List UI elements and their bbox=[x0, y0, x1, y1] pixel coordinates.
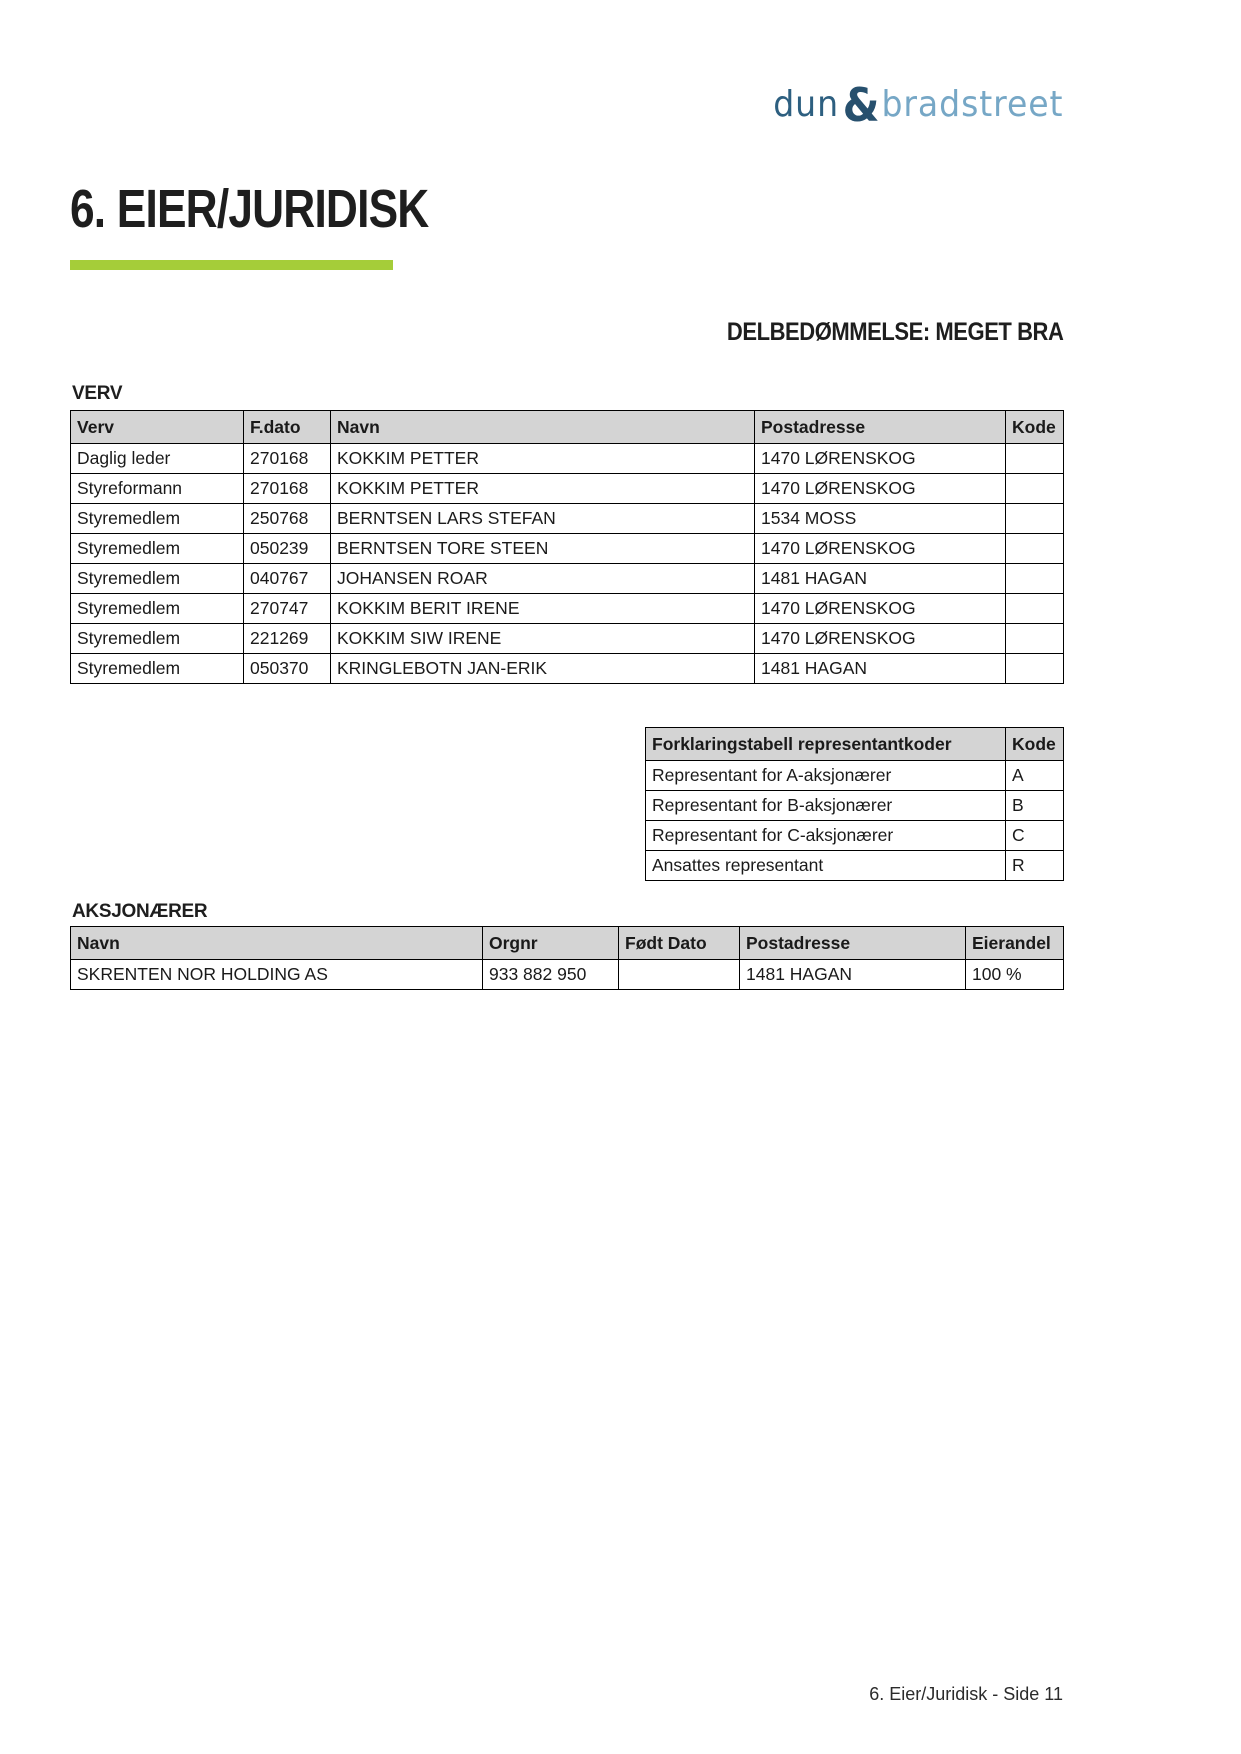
table-cell: Daglig leder bbox=[71, 444, 244, 474]
table-cell: 933 882 950 bbox=[483, 960, 619, 990]
table-row bbox=[71, 504, 1064, 534]
table-cell: Styreformann bbox=[71, 474, 244, 504]
logo-text-dun: dun bbox=[772, 84, 839, 125]
column-header: Postadresse bbox=[755, 411, 1006, 444]
table-cell: 100 % bbox=[966, 960, 1064, 990]
table-row bbox=[71, 564, 1064, 594]
table-row bbox=[71, 474, 1064, 504]
table-row bbox=[71, 654, 1064, 684]
table-cell: KOKKIM PETTER bbox=[331, 444, 755, 474]
table-cell: 1470 LØRENSKOG bbox=[755, 444, 1006, 474]
table-cell: 1481 HAGAN bbox=[755, 654, 1006, 684]
table-cell bbox=[1006, 654, 1064, 684]
table-header-row bbox=[71, 411, 1064, 444]
column-header: Orgnr bbox=[483, 927, 619, 960]
section-label-verv: VERV bbox=[72, 383, 123, 404]
table-cell: KOKKIM BERIT IRENE bbox=[331, 594, 755, 624]
table-cell: SKRENTEN NOR HOLDING AS bbox=[71, 960, 483, 990]
table-row bbox=[71, 444, 1064, 474]
table-cell: 050239 bbox=[244, 534, 331, 564]
column-header: Forklaringstabell representantkoder bbox=[646, 728, 1006, 761]
table-row bbox=[646, 761, 1064, 791]
table-cell: Styremedlem bbox=[71, 564, 244, 594]
table-cell bbox=[1006, 504, 1064, 534]
logo-text-bradstreet: bradstreet bbox=[880, 84, 1063, 125]
table-cell: 1534 MOSS bbox=[755, 504, 1006, 534]
table-cell: KOKKIM SIW IRENE bbox=[331, 624, 755, 654]
subassessment-heading: DELBEDØMMELSE: MEGET BRA bbox=[726, 318, 1063, 346]
table-cell: 1481 HAGAN bbox=[740, 960, 966, 990]
table-cell: 1470 LØRENSKOG bbox=[755, 534, 1006, 564]
table-row bbox=[71, 534, 1064, 564]
table-row bbox=[646, 821, 1064, 851]
table-cell: Styremedlem bbox=[71, 594, 244, 624]
representative-code-legend-table bbox=[645, 727, 1064, 881]
table-cell: B bbox=[1006, 791, 1064, 821]
table-cell: 250768 bbox=[244, 504, 331, 534]
table-cell: BERNTSEN TORE STEEN bbox=[331, 534, 755, 564]
page-title: 6. EIER/JURIDISK bbox=[70, 179, 429, 239]
logo-ampersand-icon: & bbox=[842, 78, 881, 132]
table-header-row bbox=[71, 927, 1064, 960]
column-header: Kode bbox=[1006, 728, 1064, 761]
table-cell: JOHANSEN ROAR bbox=[331, 564, 755, 594]
table-cell: 040767 bbox=[244, 564, 331, 594]
column-header: Verv bbox=[71, 411, 244, 444]
table-cell: KOKKIM PETTER bbox=[331, 474, 755, 504]
table-cell: 1470 LØRENSKOG bbox=[755, 594, 1006, 624]
table-cell: KRINGLEBOTN JAN-ERIK bbox=[331, 654, 755, 684]
table-cell: 1470 LØRENSKOG bbox=[755, 624, 1006, 654]
verv-table bbox=[70, 410, 1064, 684]
column-header: F.dato bbox=[244, 411, 331, 444]
table-cell bbox=[1006, 444, 1064, 474]
table-row bbox=[71, 960, 1064, 990]
dun-bradstreet-logo bbox=[773, 78, 1063, 132]
page-footer: 6. Eier/Juridisk - Side 11 bbox=[869, 1684, 1063, 1704]
table-cell: A bbox=[1006, 761, 1064, 791]
table-cell: 1470 LØRENSKOG bbox=[755, 474, 1006, 504]
table-row bbox=[71, 624, 1064, 654]
table-cell: 050370 bbox=[244, 654, 331, 684]
table-cell bbox=[1006, 564, 1064, 594]
table-cell: 270168 bbox=[244, 444, 331, 474]
table-cell: C bbox=[1006, 821, 1064, 851]
table-cell: 221269 bbox=[244, 624, 331, 654]
table-cell: Representant for C-aksjonærer bbox=[646, 821, 1006, 851]
table-cell: 270747 bbox=[244, 594, 331, 624]
column-header: Født Dato bbox=[619, 927, 740, 960]
table-cell: Representant for B-aksjonærer bbox=[646, 791, 1006, 821]
table-row bbox=[646, 791, 1064, 821]
section-label-shareholders: AKSJONÆRER bbox=[72, 901, 208, 922]
table-cell bbox=[1006, 624, 1064, 654]
column-header: Navn bbox=[331, 411, 755, 444]
table-cell: Styremedlem bbox=[71, 534, 244, 564]
table-cell: Styremedlem bbox=[71, 504, 244, 534]
table-cell bbox=[619, 960, 740, 990]
table-row bbox=[646, 851, 1064, 881]
green-accent-bar bbox=[70, 260, 393, 270]
shareholders-table bbox=[70, 926, 1064, 990]
table-cell: 270168 bbox=[244, 474, 331, 504]
column-header: Eierandel bbox=[966, 927, 1064, 960]
table-cell: R bbox=[1006, 851, 1064, 881]
table-cell: BERNTSEN LARS STEFAN bbox=[331, 504, 755, 534]
table-cell bbox=[1006, 534, 1064, 564]
table-cell: Ansattes representant bbox=[646, 851, 1006, 881]
column-header: Navn bbox=[71, 927, 483, 960]
table-cell: 1481 HAGAN bbox=[755, 564, 1006, 594]
table-cell bbox=[1006, 474, 1064, 504]
table-cell: Representant for A-aksjonærer bbox=[646, 761, 1006, 791]
table-header-row bbox=[646, 728, 1064, 761]
column-header: Kode bbox=[1006, 411, 1064, 444]
table-row bbox=[71, 594, 1064, 624]
column-header: Postadresse bbox=[740, 927, 966, 960]
table-cell: Styremedlem bbox=[71, 624, 244, 654]
table-cell: Styremedlem bbox=[71, 654, 244, 684]
table-cell bbox=[1006, 594, 1064, 624]
